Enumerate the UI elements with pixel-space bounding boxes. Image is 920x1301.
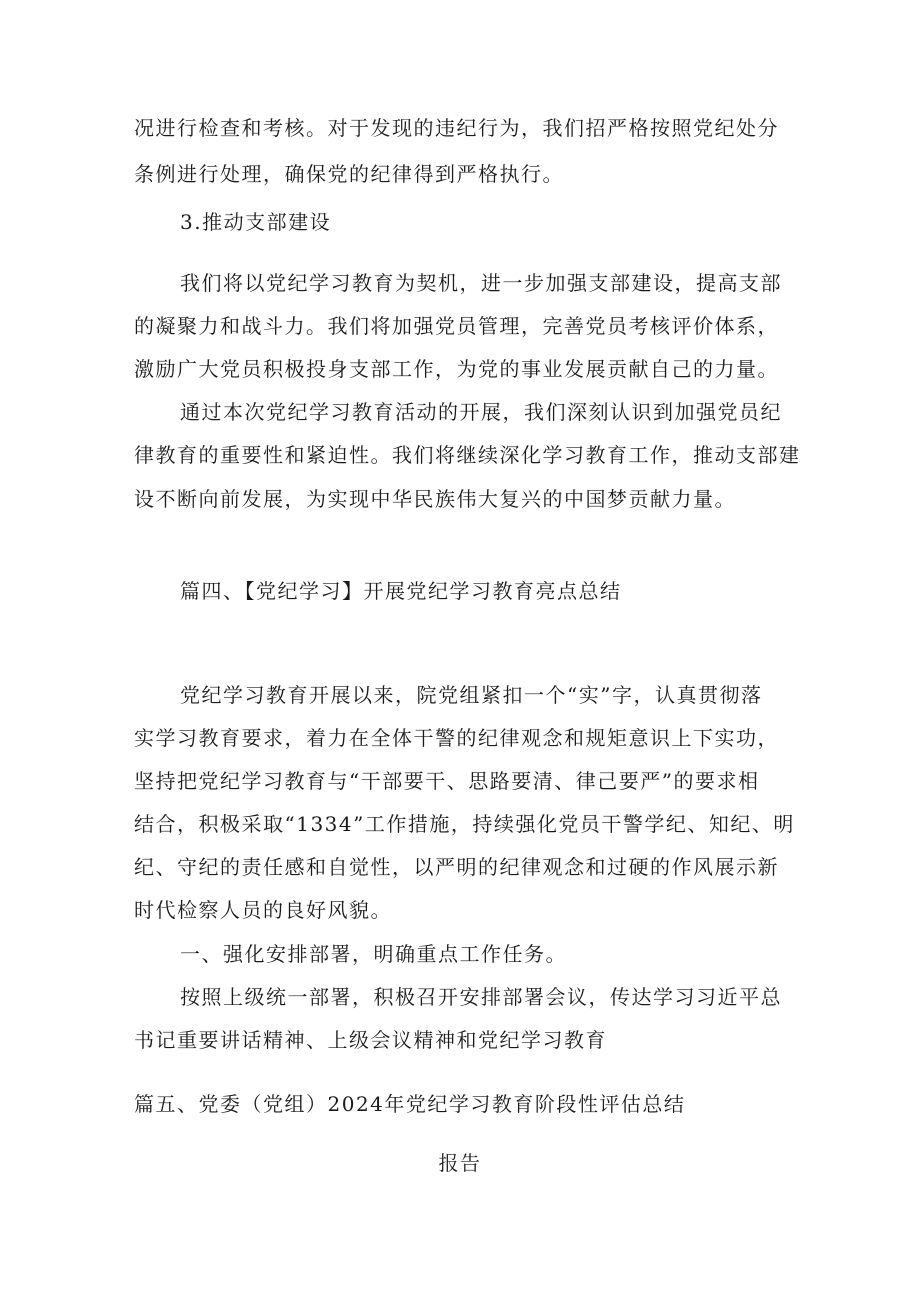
paragraph-line: 律教育的重要性和紧迫性。我们将继续深化学习教育工作，推动支部建 (134, 443, 801, 467)
paragraph-line: 激励广大党员积极投身支部工作，为党的事业发展贡献自己的力量。 (134, 357, 779, 381)
section-heading: 一、强化安排部署，明确重点工作任务。 (180, 942, 567, 966)
section-heading: 3.推动支部建设 (180, 210, 332, 234)
paragraph-line: 我们将以党纪学习教育为契机，进一步加强支部建设，提高支部 (180, 271, 782, 295)
paragraph-line: 设不断向前发展，为实现中华民族伟大复兴的中国梦贡献力量。 (134, 487, 736, 511)
paragraph-line: 书记重要讲话精神、上级会议精神和党纪学习教育 (134, 1028, 607, 1052)
paragraph-line: 坚持把党纪学习教育与“干部要干、思路要清、律己要严”的要求相 (134, 769, 760, 793)
paragraph-line: 实学习教育要求，着力在全体干警的纪律观念和规矩意识上下实功， (134, 726, 779, 750)
article-title: 篇五、党委（党组）2024年党纪学习教育阶段性评估总结 (134, 1092, 686, 1116)
paragraph-line: 结合，积极采取“1334”工作措施，持续强化党员干警学纪、知纪、明 (134, 812, 795, 836)
article-title: 篇四、【党纪学习】开展党纪学习教育亮点总结 (180, 579, 622, 603)
paragraph-line: 党纪学习教育开展以来，院党组紧扣一个“实”字，认真贯彻落 (180, 683, 763, 707)
paragraph-line: 的凝聚力和战斗力。我们将加强党员管理，完善党员考核评价体系， (134, 314, 779, 338)
paragraph-line: 通过本次党纪学习教育活动的开展，我们深刻认识到加强党员纪 (180, 400, 782, 424)
paragraph-line: 按照上级统一部署，积极召开安排部署会议，传达学习习近平总 (180, 985, 782, 1009)
paragraph-line: 况进行检查和考核。对于发现的违纪行为，我们招严格按照党纪处分 (134, 116, 779, 140)
article-title-continuation: 报告 (438, 1151, 482, 1175)
paragraph-line: 时代检察人员的良好风貌。 (134, 898, 392, 922)
paragraph-line: 条例进行处理，确保党的纪律得到严格执行。 (134, 162, 564, 186)
paragraph-line: 纪、守纪的责任感和自觉性，以严明的纪律观念和过硬的作风展示新 (134, 855, 779, 879)
